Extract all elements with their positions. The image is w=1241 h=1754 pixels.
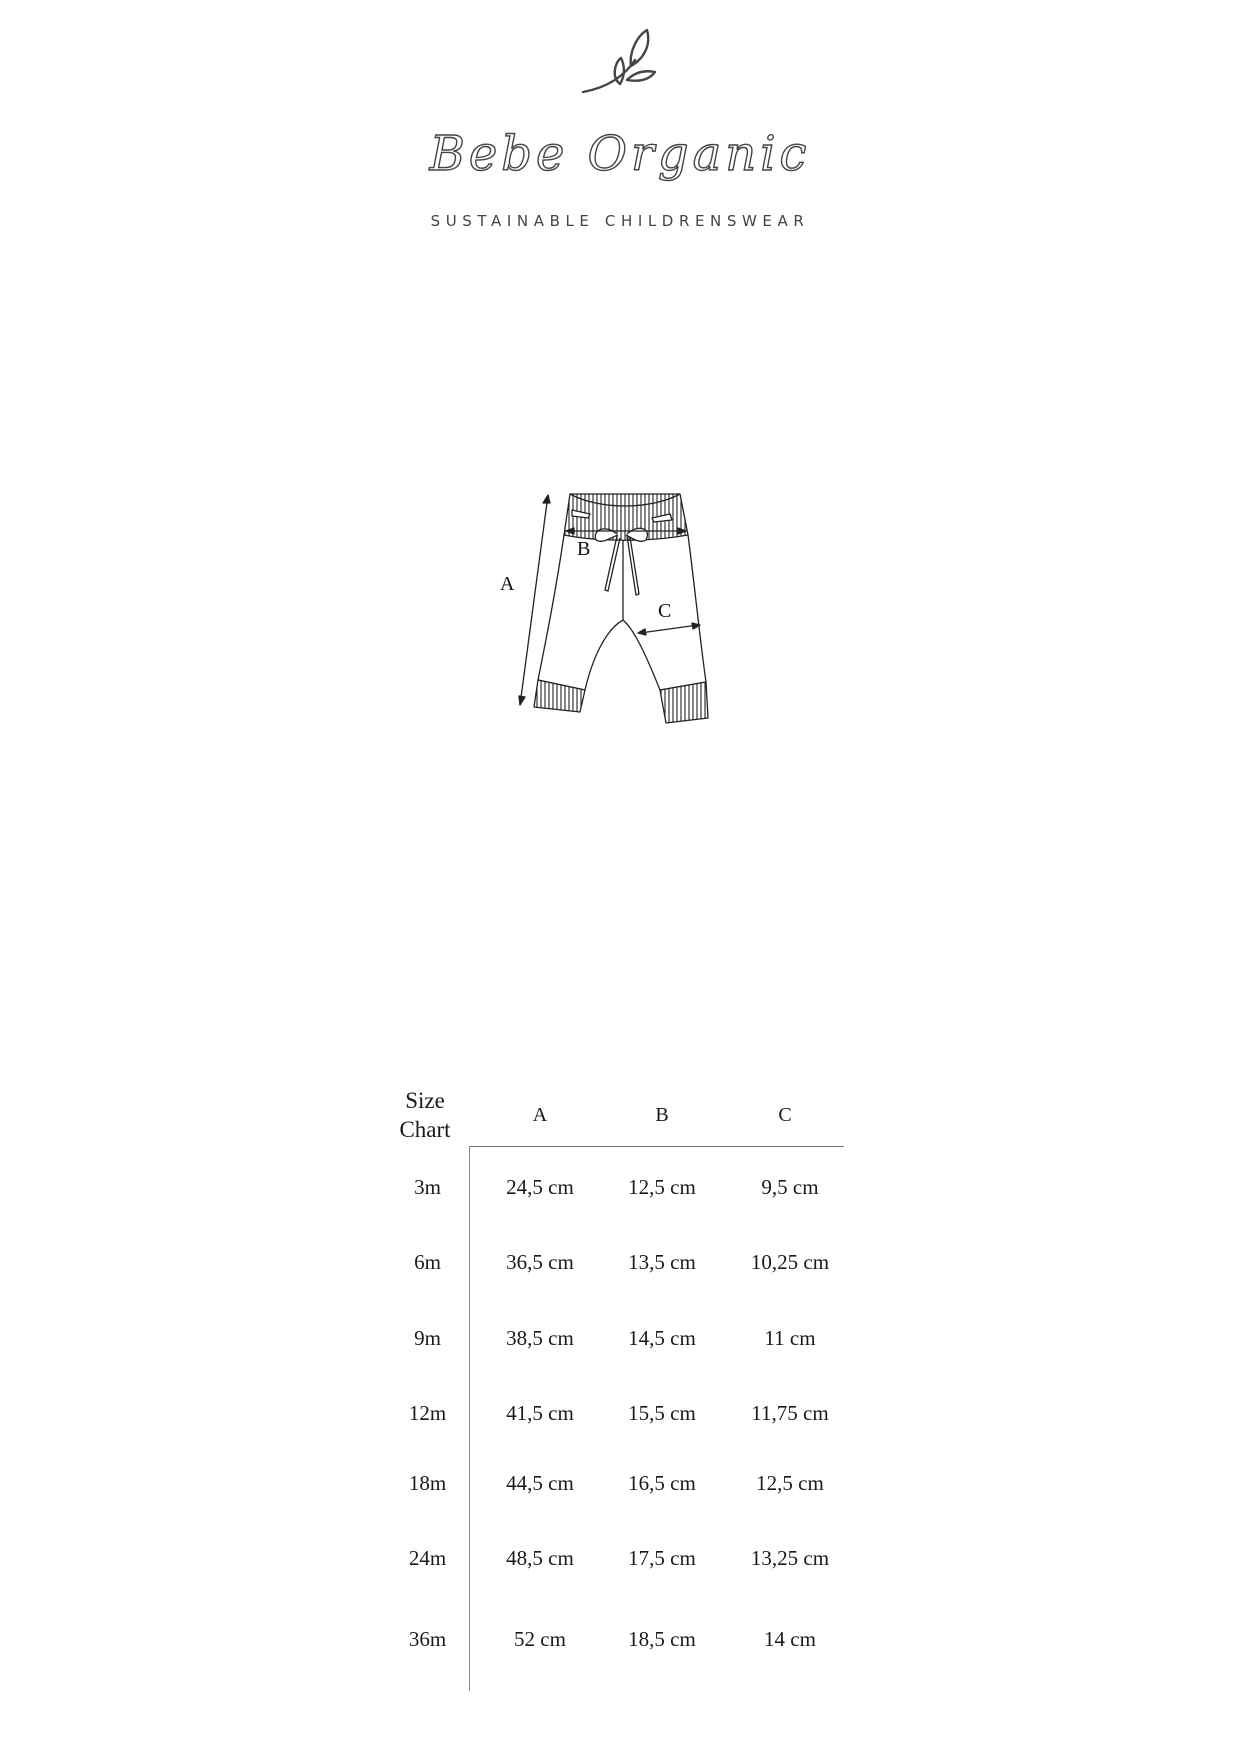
measurement-b-cell: 14,5 cm xyxy=(628,1326,696,1350)
column-header-c: C xyxy=(778,1104,792,1126)
measurement-b-cell: 17,5 cm xyxy=(628,1546,696,1570)
header-divider xyxy=(469,1146,844,1147)
size-cell: 12m xyxy=(408,1401,447,1425)
measurement-b-cell: 13,5 cm xyxy=(628,1250,696,1274)
size-column-divider xyxy=(469,1146,470,1691)
brand-name: Bebe Organic xyxy=(429,126,811,182)
size-cell: 18m xyxy=(408,1471,447,1495)
size-cell: 9m xyxy=(414,1326,441,1350)
size-cell: 36m xyxy=(408,1627,447,1651)
measurement-label-b: B xyxy=(577,538,591,560)
size-cell: 6m xyxy=(414,1250,441,1274)
measurement-a-cell: 52 cm xyxy=(514,1627,566,1651)
leaf-sprig-icon xyxy=(575,22,665,97)
measurement-b-cell: 15,5 cm xyxy=(628,1401,696,1425)
measurement-c-cell: 10,25 cm xyxy=(750,1250,830,1274)
measurement-b-cell: 12,5 cm xyxy=(628,1175,696,1199)
measurement-c-cell: 11,75 cm xyxy=(751,1401,829,1425)
size-cell: 24m xyxy=(408,1546,447,1570)
measurement-a-cell: 24,5 cm xyxy=(506,1175,574,1199)
measurement-b-cell: 16,5 cm xyxy=(628,1471,696,1495)
measurement-a-cell: 38,5 cm xyxy=(506,1326,574,1350)
size-chart-title-line2: Chart xyxy=(399,1117,451,1142)
column-header-a: A xyxy=(532,1104,548,1126)
measurement-a-cell: 41,5 cm xyxy=(506,1401,574,1425)
brand-wordmark xyxy=(420,118,820,208)
pants-measurement-diagram xyxy=(480,480,720,730)
measurement-a-cell: 44,5 cm xyxy=(506,1471,574,1495)
measurement-c-cell: 9,5 cm xyxy=(761,1175,819,1199)
measurement-label-a: A xyxy=(500,573,515,595)
column-header-b: B xyxy=(655,1104,669,1126)
measurement-c-cell: 12,5 cm xyxy=(756,1471,824,1495)
size-cell: 3m xyxy=(414,1175,441,1199)
measurement-c-cell: 13,25 cm xyxy=(750,1546,830,1570)
measurement-c-cell: 11 cm xyxy=(764,1326,816,1350)
measurement-label-c: C xyxy=(658,600,672,622)
measurement-c-cell: 14 cm xyxy=(764,1627,816,1651)
size-chart-title-line1: Size xyxy=(405,1088,445,1113)
measurement-a-cell: 48,5 cm xyxy=(506,1546,574,1570)
brand-tagline: SUSTAINABLE CHILDRENSWEAR xyxy=(430,212,810,230)
size-chart-title xyxy=(385,1086,465,1144)
measurement-b-cell: 18,5 cm xyxy=(628,1627,696,1651)
measurement-a-cell: 36,5 cm xyxy=(506,1250,574,1274)
